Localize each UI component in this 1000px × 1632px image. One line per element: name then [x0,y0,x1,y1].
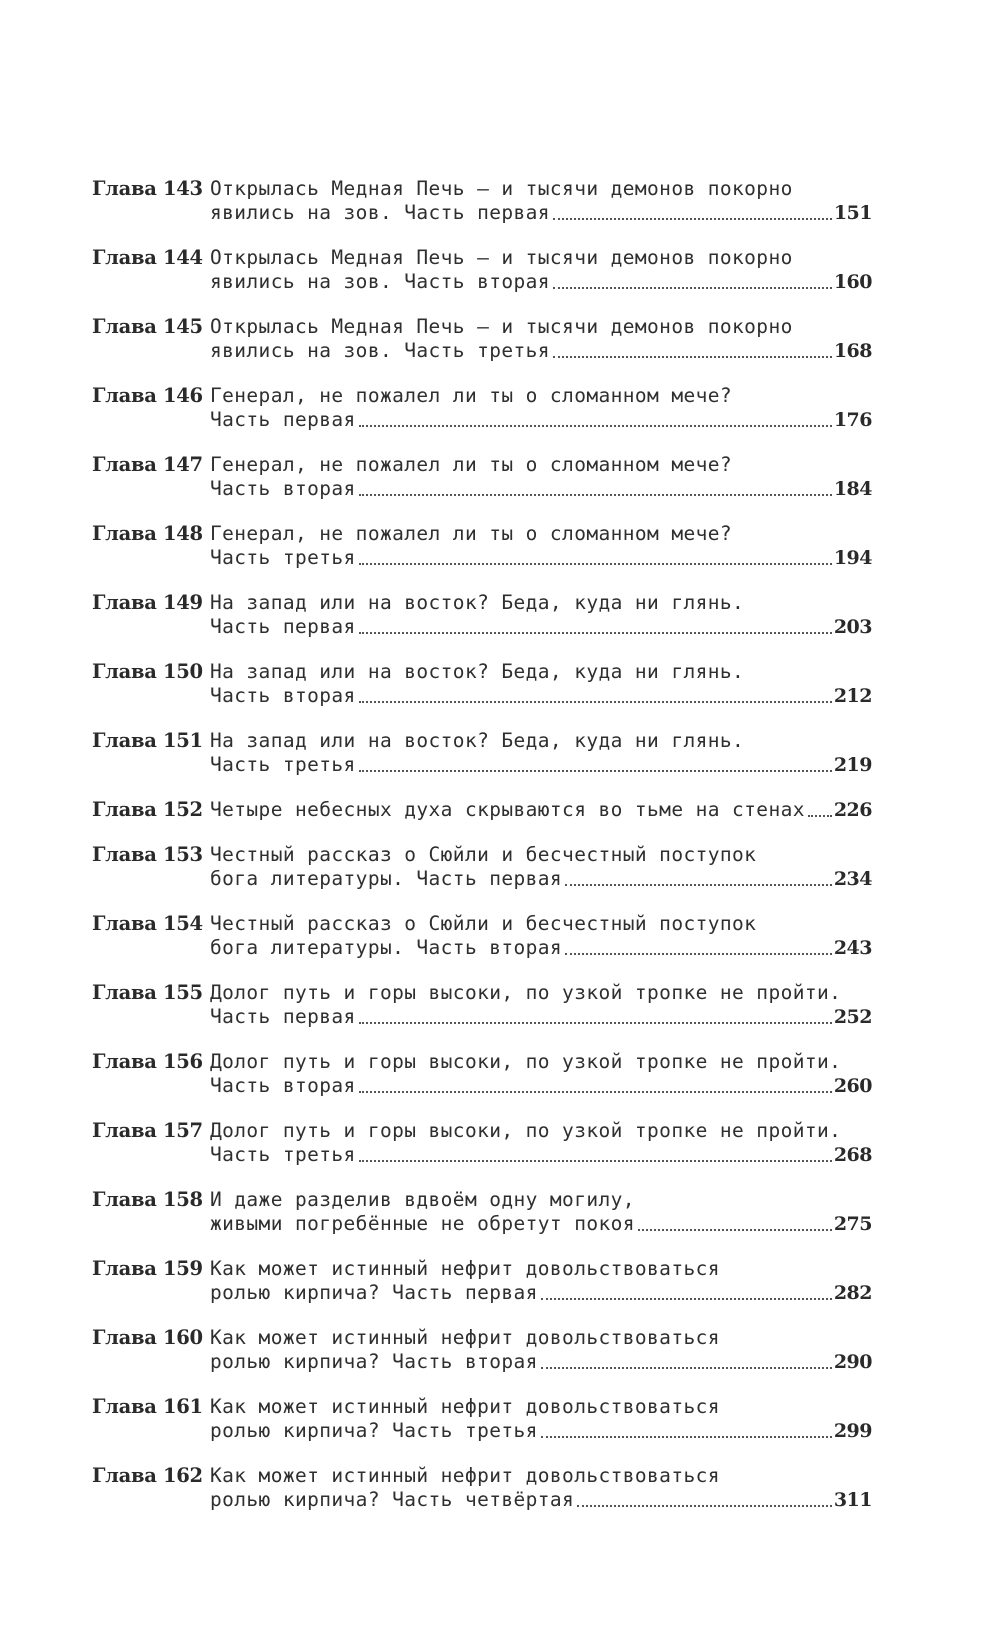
chapter-number: Глава 149 [92,591,203,614]
dot-leader [359,631,832,634]
dot-leader [359,1021,832,1024]
chapter-title-line2: ролью кирпича? Часть четвёртая [210,1488,575,1511]
chapter-title-line2: ролью кирпича? Часть вторая [210,1350,538,1373]
chapter-title-line1: И даже разделив вдвоём одну могилу, [210,1188,635,1211]
toc-entry[interactable] [92,843,872,891]
toc-entry[interactable] [92,1188,872,1236]
chapter-title-line2: Часть вторая [210,1074,356,1097]
toc-entry[interactable] [92,729,872,777]
page-number: 151 [833,202,872,224]
page-number: 234 [833,868,872,890]
dot-leader [553,355,832,358]
chapter-title-line1: Генерал, не пожалел ли ты о сломанном мече? [210,384,733,407]
chapter-title-line2: живыми погребённые не обретут покоя [210,1212,635,1235]
chapter-title-line1: Как может истинный нефрит довольствоваться [210,1326,720,1349]
chapter-number: Глава 161 [92,1395,203,1418]
chapter-number: Глава 153 [92,843,203,866]
chapter-title: Четыре небесных духа скрываются во тьме на стенах [210,798,805,821]
page-number: 212 [833,685,872,707]
chapter-title-line2: явились на зов. Часть первая [210,201,550,224]
page-number: 219 [833,754,872,776]
dot-leader [359,424,832,427]
chapter-number: Глава 155 [92,981,203,1004]
toc-entry[interactable] [92,798,872,822]
page-number: 268 [833,1144,872,1166]
chapter-title-line1: На запад или на восток? Беда, куда ни глянь. [210,660,745,683]
chapter-number: Глава 157 [92,1119,203,1142]
page-number: 160 [833,271,872,293]
dot-leader [638,1228,832,1231]
table-of-contents [92,177,872,1533]
chapter-number: Глава 151 [92,729,203,752]
chapter-title-line1: На запад или на восток? Беда, куда ни глянь. [210,591,745,614]
chapter-title-line2: Часть третья [210,753,356,776]
toc-entry[interactable] [92,315,872,363]
page-number: 168 [833,340,872,362]
dot-leader [359,769,832,772]
chapter-title-line1: Как может истинный нефрит довольствоваться [210,1395,720,1418]
dot-leader [359,1159,832,1162]
toc-entry[interactable] [92,1326,872,1374]
chapter-number: Глава 143 [92,177,203,200]
chapter-title-line1: Открылась Медная Печь — и тысячи демонов покорно [210,177,793,200]
toc-entry[interactable] [92,1257,872,1305]
dot-leader [359,562,832,565]
dot-leader [553,217,832,220]
chapter-title-line2: Часть третья [210,1143,356,1166]
chapter-title-line2: явились на зов. Часть третья [210,339,550,362]
chapter-title-line1: Долог путь и горы высоки, по узкой тропке не пройти. [210,981,842,1004]
page-number: 282 [833,1282,872,1304]
toc-entry[interactable] [92,591,872,639]
chapter-number: Глава 154 [92,912,203,935]
chapter-number: Глава 144 [92,246,203,269]
toc-entry[interactable] [92,522,872,570]
page-number: 226 [833,799,872,821]
dot-leader [808,814,832,817]
chapter-title-line2: Часть первая [210,1005,356,1028]
toc-entry[interactable] [92,660,872,708]
toc-entry[interactable] [92,177,872,225]
page-number: 203 [833,616,872,638]
chapter-title-line2: ролью кирпича? Часть первая [210,1281,538,1304]
chapter-title-line1: На запад или на восток? Беда, куда ни глянь. [210,729,745,752]
page-number: 184 [833,478,872,500]
dot-leader [359,700,832,703]
chapter-title-line2: бога литературы. Часть вторая [210,936,563,959]
chapter-number: Глава 162 [92,1464,203,1487]
toc-entry[interactable] [92,1119,872,1167]
toc-entry[interactable] [92,246,872,294]
chapter-number: Глава 146 [92,384,203,407]
toc-entry[interactable] [92,1050,872,1098]
dot-leader [541,1366,832,1369]
dot-leader [541,1297,832,1300]
page-number: 243 [833,937,872,959]
chapter-title-line1: Как может истинный нефрит довольствоваться [210,1464,720,1487]
chapter-title-line2: Часть первая [210,615,356,638]
chapter-number: Глава 156 [92,1050,203,1073]
chapter-number: Глава 158 [92,1188,203,1211]
chapter-number: Глава 160 [92,1326,203,1349]
page-number: 260 [833,1075,872,1097]
chapter-title-line1: Честный рассказ о Сюйли и бесчестный поступок [210,843,757,866]
chapter-title-line2: Часть третья [210,546,356,569]
chapter-title-line1: Честный рассказ о Сюйли и бесчестный поступок [210,912,757,935]
chapter-title-line2: Часть вторая [210,477,356,500]
chapter-title-line1: Открылась Медная Печь — и тысячи демонов покорно [210,246,793,269]
page-number: 194 [833,547,872,569]
chapter-title-line2: Часть вторая [210,684,356,707]
chapter-title-line1: Долог путь и горы высоки, по узкой тропке не пройти. [210,1119,842,1142]
toc-entry[interactable] [92,1464,872,1512]
dot-leader [553,286,832,289]
chapter-title-line2: Часть первая [210,408,356,431]
dot-leader [565,883,832,886]
chapter-title-line1: Открылась Медная Печь — и тысячи демонов покорно [210,315,793,338]
chapter-title-line2: ролью кирпича? Часть третья [210,1419,538,1442]
page-number: 275 [833,1213,872,1235]
toc-entry[interactable] [92,384,872,432]
chapter-number: Глава 145 [92,315,203,338]
chapter-number: Глава 147 [92,453,203,476]
dot-leader [359,1090,832,1093]
chapter-title-line1: Генерал, не пожалел ли ты о сломанном мече? [210,453,733,476]
chapter-title-line1: Генерал, не пожалел ли ты о сломанном мече? [210,522,733,545]
chapter-title-line1: Как может истинный нефрит довольствоваться [210,1257,720,1280]
dot-leader [541,1435,832,1438]
page-number: 290 [833,1351,872,1373]
chapter-number: Глава 150 [92,660,203,683]
chapter-title-line2: явились на зов. Часть вторая [210,270,550,293]
page-number: 176 [833,409,872,431]
chapter-title-line2: бога литературы. Часть первая [210,867,563,890]
toc-entry[interactable] [92,912,872,960]
dot-leader [577,1504,832,1507]
chapter-title-line1: Долог путь и горы высоки, по узкой тропке не пройти. [210,1050,842,1073]
toc-entry[interactable] [92,453,872,501]
chapter-number: Глава 159 [92,1257,203,1280]
dot-leader [565,952,832,955]
page-number: 311 [833,1489,872,1511]
page-number: 299 [833,1420,872,1442]
page-number: 252 [833,1006,872,1028]
chapter-number: Глава 152 [92,798,203,821]
toc-entry[interactable] [92,1395,872,1443]
chapter-number: Глава 148 [92,522,203,545]
dot-leader [359,493,832,496]
toc-entry[interactable] [92,981,872,1029]
